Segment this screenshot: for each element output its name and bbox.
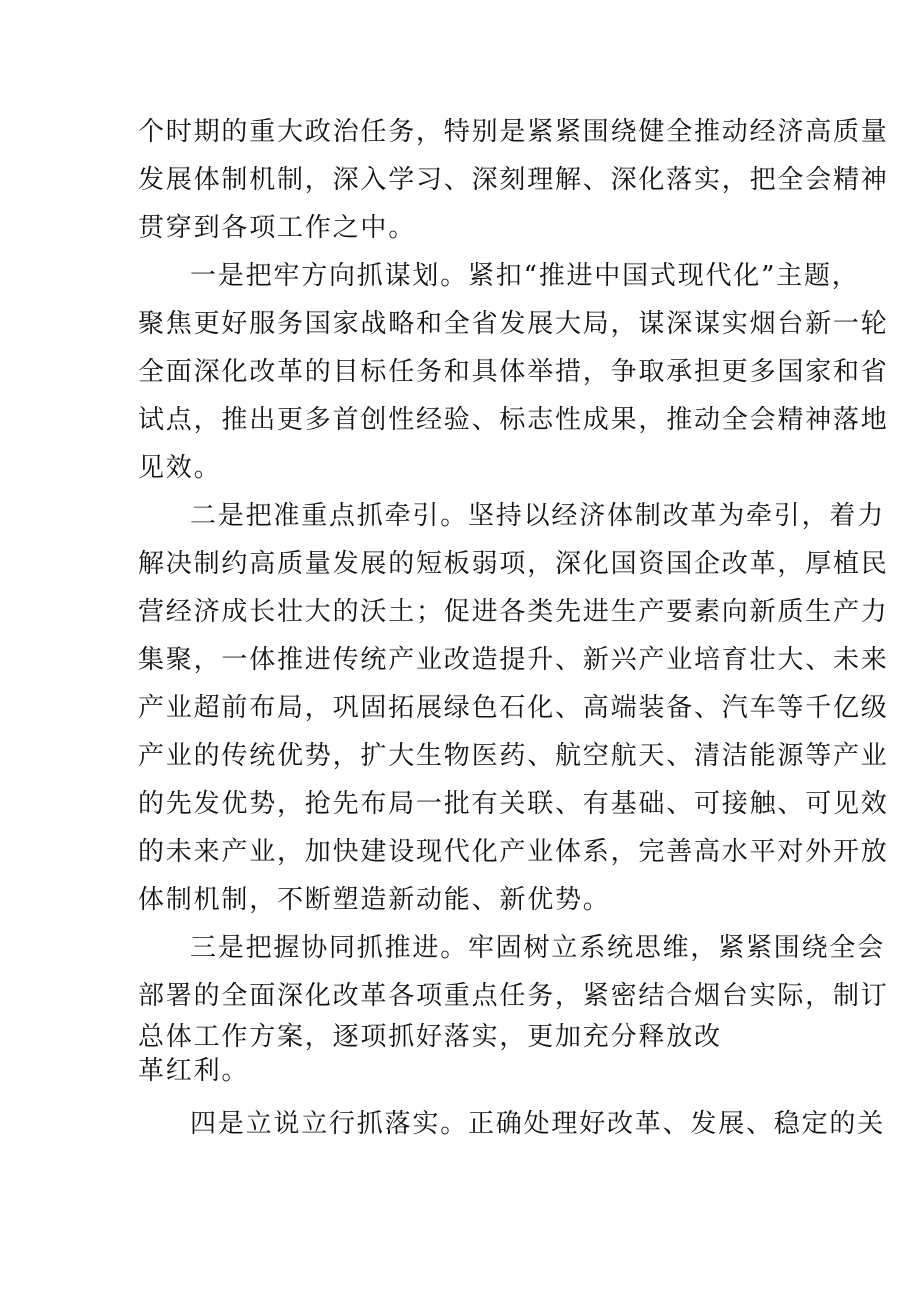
paragraph-3-line-6: 产业的传统优势，扩大生物医药、航空航天、清洁能源等产业 xyxy=(138,741,889,771)
paragraph-4-line-2: 部署的全面深化改革各项重点任务，紧密结合烟台实际，制订 xyxy=(138,981,889,1011)
paragraph-5-line-1: 四是立说立行抓落实。正确处理好改革、发展、稳定的关 xyxy=(190,1109,886,1139)
paragraph-1-line-3: 贯穿到各项工作之中。 xyxy=(138,213,417,243)
paragraph-3-line-9: 体制机制，不断塑造新动能、新优势。 xyxy=(138,885,611,915)
paragraph-4-line-4: 革红利。 xyxy=(138,1056,250,1086)
document-body xyxy=(138,108,889,1148)
paragraph-1-line-1: 个时期的重大政治任务，特别是紧紧围绕健全推动经济高质量 xyxy=(138,117,889,147)
paragraph-2-line-3: 全面深化改革的目标任务和具体举措，争取承担更多国家和省 xyxy=(138,357,889,387)
paragraph-3-line-5: 产业超前布局，巩固拓展绿色石化、高端装备、汽车等千亿级 xyxy=(138,693,889,723)
paragraph-3-line-1: 二是把准重点抓牵引。坚持以经济体制改革为牵引，着力 xyxy=(190,501,886,531)
paragraph-2-line-1: 一是把牢方向抓谋划。紧扣“推进中国式现代化”主题， xyxy=(190,261,860,291)
paragraph-2-line-2: 聚焦更好服务国家战略和全省发展大局，谋深谋实烟台新一轮 xyxy=(138,309,889,339)
paragraph-3-line-4: 集聚，一体推进传统产业改造提升、新兴产业培育壮大、未来 xyxy=(138,645,889,675)
paragraph-4-line-1: 三是把握协同抓推进。牢固树立系统思维，紧紧围绕全会 xyxy=(190,933,886,963)
paragraph-3-line-8: 的未来产业，加快建设现代化产业体系，完善高水平对外开放 xyxy=(138,837,889,867)
paragraph-3-line-2: 解决制约高质量发展的短板弱项，深化国资国企改革，厚植民 xyxy=(138,549,889,579)
paragraph-3-line-3: 营经济成长壮大的沃土；促进各类先进生产要素向新质生产力 xyxy=(138,597,889,627)
paragraph-2-line-5: 见效。 xyxy=(138,453,222,483)
paragraph-1-line-2: 发展体制机制，深入学习、深刻理解、深化落实，把全会精神 xyxy=(138,165,889,195)
paragraph-2-line-4: 试点，推出更多首创性经验、标志性成果，推动全会精神落地 xyxy=(138,405,889,435)
paragraph-3-line-7: 的先发优势，抢先布局一批有关联、有基础、可接触、可见效 xyxy=(138,789,889,819)
paragraph-4-line-3: 总体工作方案，逐项抓好落实，更加充分释放改 xyxy=(138,1022,722,1052)
